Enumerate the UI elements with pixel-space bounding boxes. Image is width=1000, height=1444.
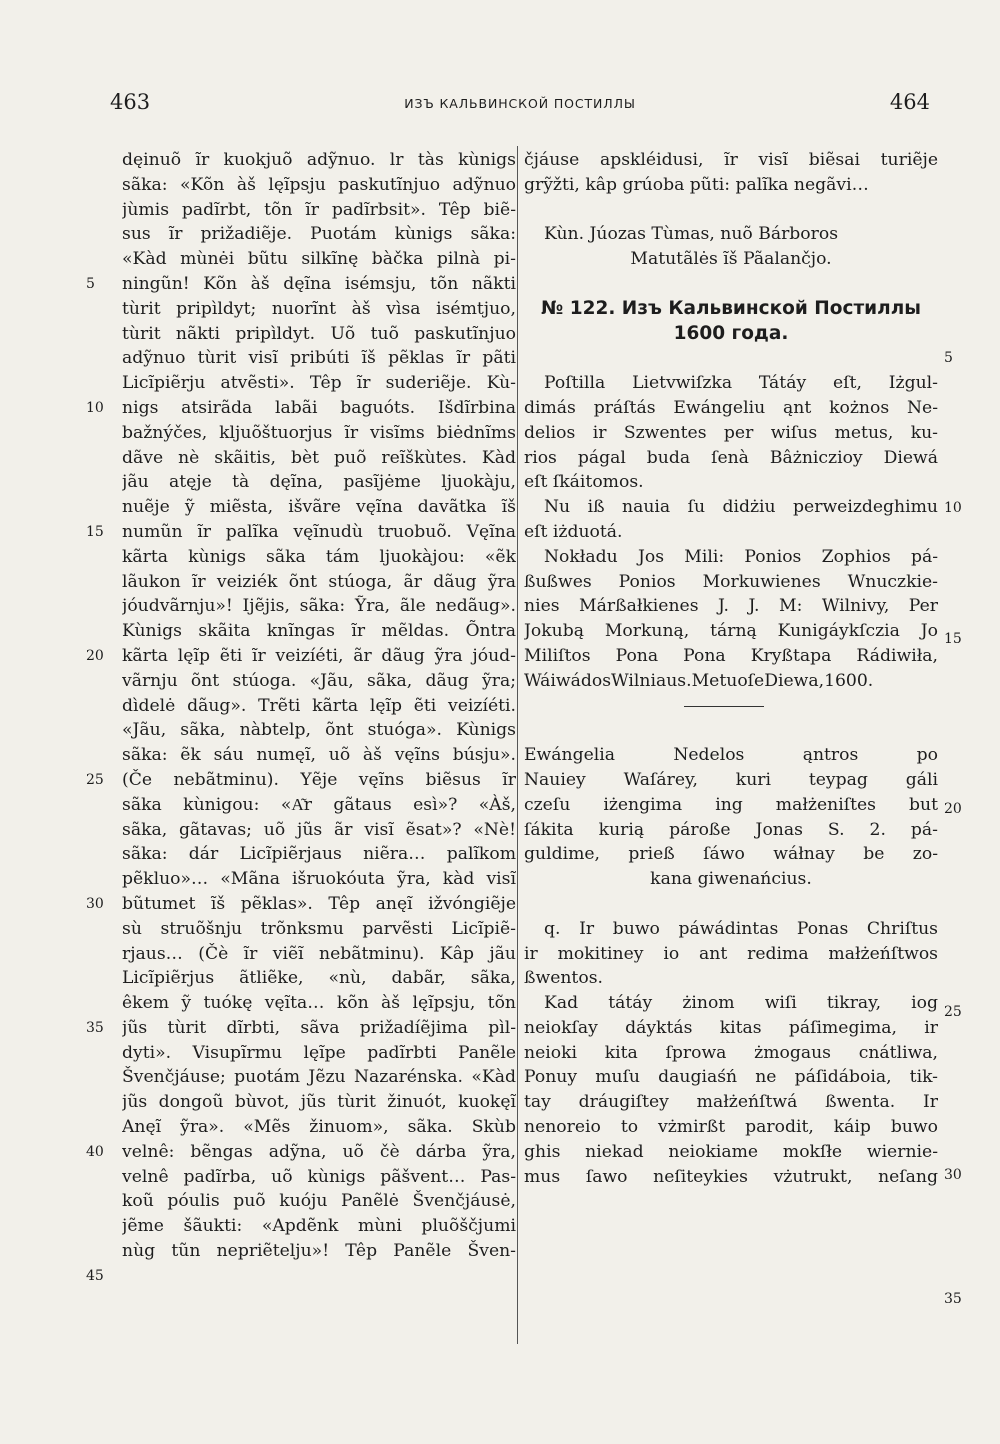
text-line: kãrta lęĩp ẽti ĩr veizíéti, ãr dãug ỹra jóud- [122,645,516,666]
text-line: guldime, prieß ſáwo wáłnay be zo- [524,844,938,865]
section-heading: 1600 года. [673,322,789,344]
text-line: «Jãu, sãka, nàbtelp, õnt stuóga». Kùnigs [122,720,516,741]
text-line: lãukon ĩr veiziék õnt stúoga, ãr dãug ỹra [122,571,516,592]
text-line: kãrta kùnigs sãka tám ljuokàjou: «ẽk [122,546,516,567]
text-line: WáiwádosWilniaus.MetuoſeDiewa,1600. [524,670,874,691]
text-line: kana giwenańcius. [650,869,812,890]
text-line: nenoreio to vżmirßt parodit, káip buwo [524,1117,938,1138]
text-line: nigs atsirãda labãi baguóts. Išdĩrbina [122,397,516,418]
text-line: neioki kita ſprowa żmogaus cnátliwa, [524,1042,938,1063]
right-page-number: 464 [889,90,930,114]
text-line: sãka, gãtavas; uõ jũs ãr visĩ ẽsat»? «Nè! [122,819,516,840]
text-line: delios ir Szwentes per wiſus metus, ku- [524,422,938,443]
text-line: nies Márßałkienes J. J. M: Wilnivy, Per [524,596,938,617]
text-line: grỹžti, kâp grúoba pũti: palĩka negãvi… [524,174,869,195]
text-line: koũ póulis puõ kuóju Panẽlė Švenčjáusė, [122,1191,516,1212]
text-line: dęinuõ ĩr kuokjuõ adỹnuo. lr tàs kùnigs [122,150,516,170]
line-number: 40 [86,1144,104,1160]
text-line: mus ſawo neſiteykies vżutrukt, neſang [524,1166,938,1187]
text-line: Kùnigs skãita knĩngas ĩr mẽldas. Õntra [122,621,516,642]
line-number: 15 [944,631,962,647]
text-line: sus ĩr prižadiẽje. Puotám kùnigs sãka: [122,224,516,245]
text-line: tùrit nãkti pripìldyt. Uõ tuõ paskutĩnjuo [122,323,516,344]
text-line: dimás práſtás Ewángeliu ąnt kożnos Ne- [524,397,938,418]
text-line: êkem ỹ tuókę vęĩta… kõn àš lęĩpsju, tõn [122,993,516,1014]
line-number: 30 [944,1167,962,1183]
text-line: velnê padĩrba, uõ kùnigs pãšvent… Pas- [122,1166,516,1187]
text-line: Nauiey Waſárey, kuri teypag gáli [524,769,938,790]
text-line: neiokſay dáyktás kitas páſimegima, ir [524,1017,938,1038]
line-number: 20 [944,801,962,817]
text-line: pẽkluo»… «Mãna išruokóuta ỹra, kàd visĩ [122,869,516,890]
text-line: rios págal buda ſenà Bâżniczioy Diewá [524,447,938,468]
separator-rule [524,694,938,719]
text-line: Ponuy muſu daugiaśń ne páſidáboia, tik- [524,1067,938,1088]
text-line: tay dráugiſtey małżeńſtwá ßwenta. Ir [524,1092,938,1113]
text-line: eſt iżduotá. [524,521,623,542]
text-line: numũn ĩr palĩka vęĩnudù truobuõ. Vęĩna [122,521,516,542]
text-line: Švenčjáuse; puotám Jẽzu Nazarénska. «Kàd [122,1067,516,1088]
line-number: 35 [86,1020,104,1036]
line-number: 10 [86,400,104,416]
text-line: tùrit pripìldyt; nuorĩnt àš vìsa isémtjuo, [122,298,516,319]
text-line: ſákita kurią pároße Jonas S. 2. pá- [524,819,938,840]
line-number: 5 [944,350,953,366]
text-line: bažnýčes, kljuõštuorjus ĩr visĩms biėdnĩms [122,422,516,443]
attribution-line: Matutãlės ĩš Pãalančjo. [630,249,832,270]
text-line: Jokubą Morkuną, tárną Kunigáykſczia Jo [524,621,938,642]
left-column [122,148,516,1264]
text-line: dyti». Visupĩrmu lęĩpe padĩrbti Panẽle [122,1042,516,1063]
line-number: 35 [944,1291,962,1307]
text-line: Anęĩ ỹra». «Mẽs žinuom», sãka. Skùb [122,1117,516,1138]
line-number: 25 [944,1004,962,1020]
text-line: rjaus… (Čè ĩr viẽĩ nebãtminu). Kâp jãu [122,943,516,964]
text-line: Nu iß nauia ſu didżiu perweizdeghimu [544,497,938,518]
text-line: jũs dongoũ bùvot, jũs tùrit žinuót, kuokęĩ [122,1092,516,1113]
running-title: ИЗЪ КАЛЬВИНСКОЙ ПОСТИЛЛЫ [404,96,636,111]
line-number: 45 [86,1268,104,1284]
left-page-number: 463 [110,90,151,114]
page-header [110,90,930,130]
text-line: jãu atęje tà dęĩna, pasĩjėme ljuokàju, [122,472,516,493]
text-line: sãka: «Kõn àš lęĩpsju paskutĩnjuo adỹnuo [122,174,516,195]
column-divider [517,146,518,1344]
text-line: nuẽje ỹ miẽsta, išvãre vęĩna davãtka ĩš [122,497,516,518]
attribution-line: Kùn. Júozas Tùmas, nuõ Bárboros [544,224,839,245]
text-line: Ewángelia Nedelos ąntros po [524,745,938,766]
text-line: ßwentos. [524,968,603,989]
text-line: (Če nebãtminu). Yẽje vęĩns biẽsus ĩr [122,769,516,790]
text-line: dìdelė dãug». Trẽti kãrta lęĩp ẽti veizíéti. [122,695,516,716]
text-line: sãka: ẽk sáu numęĩ, uõ àš vęĩns búsju». [122,745,516,766]
line-number: 5 [86,276,95,292]
text-line: jùmis padĩrbt, tõn ĩr padĩrbsit». Têp biẽ- [122,199,516,220]
text-line: vãrnju õnt stúoga. «Jãu, sãka, dãug ỹra; [122,670,516,691]
text-line: sù struõšnju trõnksmu parvẽsti Licĩpiẽ- [122,918,516,939]
line-number: 30 [86,896,104,912]
section-heading: № 122. Изъ Кальвинской Постиллы [541,297,921,319]
text-line: bũtumet ĩš pẽklas». Têp anęĩ ižvóngiẽje [122,893,516,914]
line-number: 25 [86,772,104,788]
text-line: Miliſtos Pona Pona Kryßtapa Rádiwiła, [524,645,938,666]
text-line: jóudvãrnju»! Ijẽjis, sãka: Ỹra, ãle nedãug». [122,596,516,617]
text-line: ghis niekad neiokiame mokſłe wiernie- [524,1141,938,1162]
text-line: velnê: bẽngas adỹna, uõ čè dárba ỹra, [122,1141,516,1162]
text-line: ßußwes Ponios Morkuwienes Wnuczkie- [524,571,938,592]
text-line: jẽme šãukti: «Apdẽnk mùni pluõščjumi [122,1216,516,1237]
text-line: ir mokitiney io ant redima małżeńſtwos [524,943,938,964]
text-line: adỹnuo tùrit visĩ pribúti ĩš pẽklas ĩr pãti [122,348,516,369]
text-line: jũs tùrit dĩrbti, sãva prižadíẽjima pìl- [122,1017,516,1038]
text-line: ningũn! Kõn àš dęĩna isémsju, tõn nãkti [122,273,516,294]
text-line: čjáuse apskléidusi, ĩr visĩ biẽsai turiẽje [524,150,938,170]
line-number: 20 [86,648,104,664]
text-line: Kad tátáy żinom wiſi tikray, iog [544,993,938,1014]
text-line: eſt ſkáitomos. [524,472,644,493]
text-line: sãka kùnigou: «A͂r gãtaus esì»? «Àš, [122,794,516,815]
text-line: nùg tũn nepriẽtelju»! Têp Panẽle Šven- [122,1241,516,1262]
text-line: Licĩpiẽrjus ãtliẽke, «nù, dabãr, sãka, [122,968,516,989]
text-line: dãve nè skãitis, bèt puõ reĩškùtes. Kàd [122,447,516,468]
text-line: Poſtilla Lietvwiſzka Tátáy eſt, Iżgul- [544,373,938,394]
right-column [524,148,938,1189]
text-line: czeſu iżengima ing małżeniſtes but [524,794,938,815]
text-line: «Kàd mùnėi bũtu silkĩnę bàčka pilnà pi- [122,249,516,270]
text-line: q. Ir buwo páwádintas Ponas Chriſtus [544,918,938,939]
line-number: 10 [944,500,962,516]
text-line: Licĩpiẽrju atvẽsti». Têp ĩr suderiẽje. Kù- [122,373,516,394]
line-number: 15 [86,524,104,540]
text-line: Nokładu Jos Mili: Ponios Zophios pá- [544,546,938,567]
text-line: sãka: dár Licĩpiẽrjaus niẽra… palĩkom [122,844,516,865]
